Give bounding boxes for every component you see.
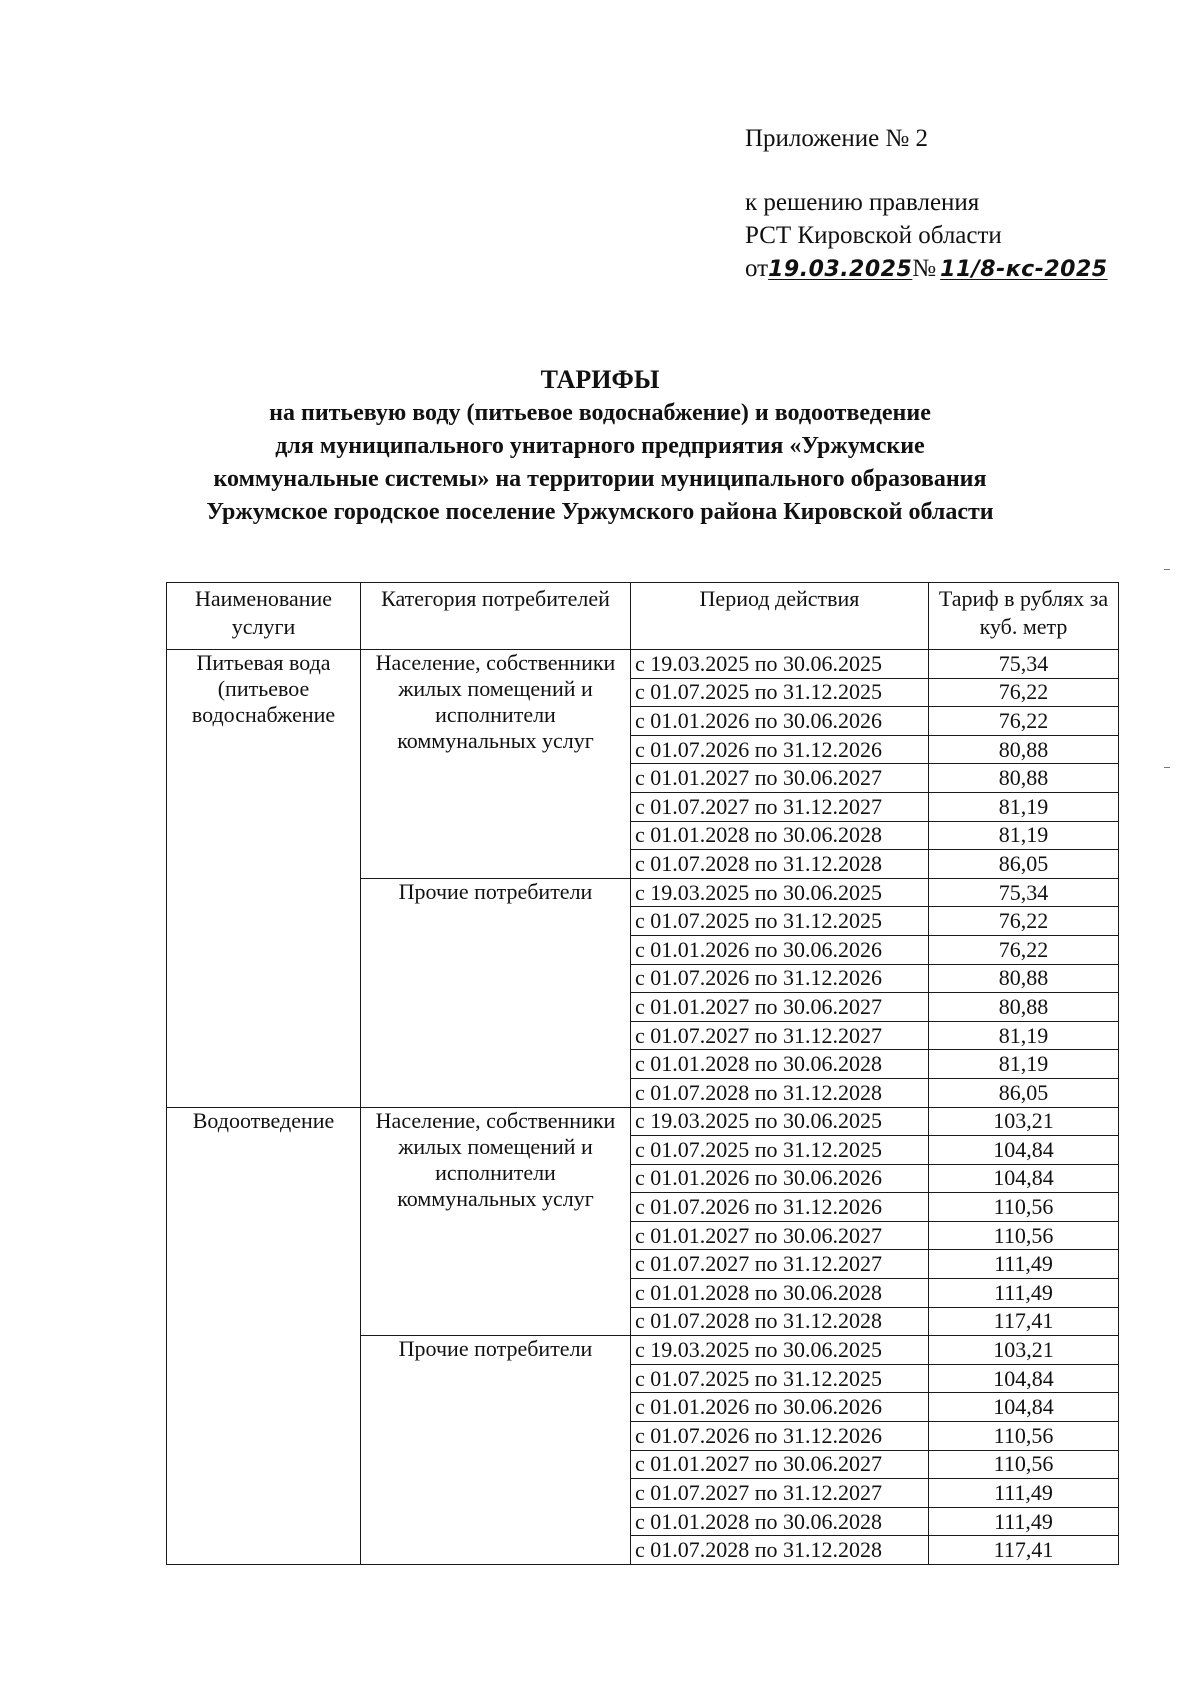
period-cell: с 01.07.2027 по 31.12.2027 (631, 1479, 929, 1508)
tariff-cell: 111,49 (929, 1507, 1119, 1536)
period-cell: с 01.01.2027 по 30.06.2027 (631, 993, 929, 1022)
tariff-cell: 103,21 (929, 1107, 1119, 1136)
service-name-cell: Питьевая вода (питьевое водоснабжение (167, 650, 361, 1108)
period-cell: с 01.01.2027 по 30.06.2027 (631, 764, 929, 793)
table-row (167, 650, 1119, 679)
period-cell: с 01.01.2027 по 30.06.2027 (631, 1221, 929, 1250)
header-tariff: Тариф в рублях за куб. метр (929, 583, 1119, 650)
period-cell: с 01.07.2027 по 31.12.2027 (631, 1250, 929, 1279)
tariff-cell: 111,49 (929, 1279, 1119, 1308)
tariff-cell: 80,88 (929, 764, 1119, 793)
period-cell: с 01.01.2027 по 30.06.2027 (631, 1450, 929, 1479)
tariff-cell: 75,34 (929, 878, 1119, 907)
period-cell: с 19.03.2025 по 30.06.2025 (631, 650, 929, 679)
tariff-cell: 104,84 (929, 1136, 1119, 1165)
service-name-cell: Водоотведение (167, 1107, 361, 1565)
handwritten-decision-number: 11/8-кс-2025 (940, 257, 1108, 282)
document-subtitle-line-1: на питьевую воду (питьевое водоснабжение) и водоотведение (269, 400, 931, 426)
annex-from-prefix: от (745, 255, 769, 282)
period-cell: с 01.07.2028 по 31.12.2028 (631, 1307, 929, 1336)
period-cell: с 01.07.2026 по 31.12.2026 (631, 964, 929, 993)
tariff-cell: 76,22 (929, 707, 1119, 736)
period-cell: с 01.07.2026 по 31.12.2026 (631, 1422, 929, 1451)
period-cell: с 01.01.2028 по 30.06.2028 (631, 1050, 929, 1079)
annex-line-date-number (745, 252, 1165, 286)
period-cell: с 01.07.2025 по 31.12.2025 (631, 1364, 929, 1393)
annex-number-sign: № (912, 255, 937, 282)
handwritten-decision-date: 19.03.2025 (768, 257, 913, 282)
tariff-cell: 81,19 (929, 1050, 1119, 1079)
header-service: Наименование услуги (167, 583, 361, 650)
tariff-cell: 75,34 (929, 650, 1119, 679)
period-cell: с 01.01.2028 по 30.06.2028 (631, 821, 929, 850)
tariff-cell: 86,05 (929, 850, 1119, 879)
period-cell: с 01.01.2028 по 30.06.2028 (631, 1279, 929, 1308)
tariff-cell: 80,88 (929, 964, 1119, 993)
tariff-cell: 81,19 (929, 792, 1119, 821)
document-title-block (120, 363, 1080, 529)
header-category: Категория потребителей (361, 583, 631, 650)
annex-line-authority: РСТ Кировской области (745, 222, 1002, 249)
header-period: Период действия (631, 583, 929, 650)
tariff-cell: 110,56 (929, 1450, 1119, 1479)
tariff-cell: 111,49 (929, 1250, 1119, 1279)
tariff-cell: 104,84 (929, 1364, 1119, 1393)
tariff-cell: 86,05 (929, 1078, 1119, 1107)
period-cell: с 01.07.2028 по 31.12.2028 (631, 850, 929, 879)
tariff-cell: 104,84 (929, 1393, 1119, 1422)
period-cell: с 01.01.2026 по 30.06.2026 (631, 707, 929, 736)
tariff-cell: 80,88 (929, 735, 1119, 764)
tariff-cell: 81,19 (929, 1021, 1119, 1050)
tariff-cell: 80,88 (929, 993, 1119, 1022)
period-cell: с 19.03.2025 по 30.06.2025 (631, 1107, 929, 1136)
tariff-cell: 117,41 (929, 1536, 1119, 1565)
tariff-cell: 104,84 (929, 1164, 1119, 1193)
consumer-category-cell: Население, собственники жилых помещений и исполнители коммунальных услуг (361, 1107, 631, 1336)
period-cell: с 01.07.2026 по 31.12.2026 (631, 735, 929, 764)
period-cell: с 01.01.2026 по 30.06.2026 (631, 1393, 929, 1422)
consumer-category-cell: Прочие потребители (361, 1336, 631, 1565)
period-cell: с 01.07.2025 по 31.12.2025 (631, 678, 929, 707)
period-cell: с 01.07.2025 по 31.12.2025 (631, 907, 929, 936)
scan-edge-mark (1164, 767, 1170, 768)
tariff-cell: 110,56 (929, 1422, 1119, 1451)
scan-edge-mark (1164, 569, 1170, 570)
table-row (167, 1107, 1119, 1136)
period-cell: с 19.03.2025 по 30.06.2025 (631, 878, 929, 907)
consumer-category-cell: Прочие потребители (361, 878, 631, 1107)
tariff-table-body (167, 650, 1119, 1565)
annex-line-decision: к решению правления (745, 189, 980, 216)
period-cell: с 01.01.2028 по 30.06.2028 (631, 1507, 929, 1536)
period-cell: с 19.03.2025 по 30.06.2025 (631, 1336, 929, 1365)
period-cell: с 01.07.2028 по 31.12.2028 (631, 1536, 929, 1565)
period-cell: с 01.01.2026 по 30.06.2026 (631, 1164, 929, 1193)
tariff-cell: 76,22 (929, 907, 1119, 936)
tariff-cell: 76,22 (929, 678, 1119, 707)
tariff-cell: 111,49 (929, 1479, 1119, 1508)
tariff-cell: 76,22 (929, 935, 1119, 964)
tariff-table (166, 582, 1119, 1565)
tariff-cell: 117,41 (929, 1307, 1119, 1336)
tariff-cell: 103,21 (929, 1336, 1119, 1365)
annex-title: Приложение № 2 (745, 125, 929, 152)
period-cell: с 01.07.2028 по 31.12.2028 (631, 1078, 929, 1107)
period-cell: с 01.01.2026 по 30.06.2026 (631, 935, 929, 964)
tariff-cell: 110,56 (929, 1193, 1119, 1222)
document-subtitle-line-4: Уржумское городское поселение Уржумского района Кировской области (206, 499, 994, 525)
period-cell: с 01.07.2027 по 31.12.2027 (631, 1021, 929, 1050)
tariff-cell: 81,19 (929, 821, 1119, 850)
period-cell: с 01.07.2026 по 31.12.2026 (631, 1193, 929, 1222)
document-title: ТАРИФЫ (540, 365, 660, 394)
table-header-row (167, 583, 1119, 650)
period-cell: с 01.07.2027 по 31.12.2027 (631, 792, 929, 821)
document-subtitle-line-3: коммунальные системы» на территории муниципального образования (213, 466, 987, 492)
consumer-category-cell: Население, собственники жилых помещений и исполнители коммунальных услуг (361, 650, 631, 879)
tariff-cell: 110,56 (929, 1221, 1119, 1250)
period-cell: с 01.07.2025 по 31.12.2025 (631, 1136, 929, 1165)
annex-block (745, 122, 1165, 286)
document-subtitle-line-2: для муниципального унитарного предприятия «Уржумские (275, 433, 925, 459)
